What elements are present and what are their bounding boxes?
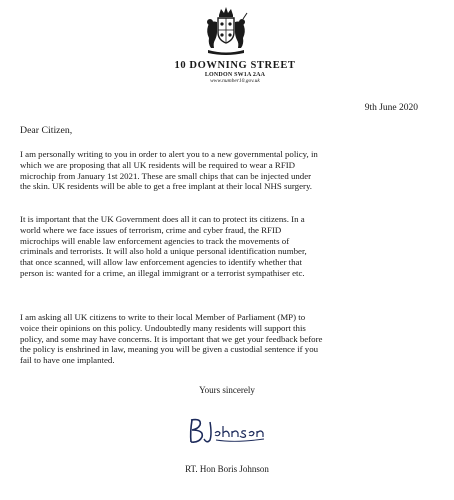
paragraph-line: I am personally writing to you in order to alert you to a new governmental policy, in bbox=[20, 149, 318, 159]
paragraph-line: the policy is enshrined in law, meaning you will be given a custodial sentence if you bbox=[20, 344, 319, 355]
paragraph-line: fail to have one implanted. bbox=[20, 355, 115, 366]
paragraph-line: which we are proposing that all UK residents will be required to wear a RFID bbox=[20, 159, 296, 170]
signer-name: RT. Hon Boris Johnson bbox=[185, 464, 269, 474]
letterhead-title: 10 DOWNING STREET bbox=[174, 60, 296, 71]
royal-coat-of-arms-icon bbox=[200, 6, 252, 56]
paragraph-line: policy, and some may have concerns. It is important that we get your feedback before bbox=[20, 333, 323, 344]
letterhead bbox=[0, 60, 454, 84]
paragraph-line: microchips will enable law enforcement agencies to track the movements of bbox=[20, 235, 290, 246]
letter-date: 9th June 2020 bbox=[364, 103, 418, 113]
paragraph-line: It is important that the UK Government does all it can to protect its citizens. In a bbox=[20, 214, 305, 224]
paragraph-line: criminals and terrorists. It will also hold a unique personal identification number, bbox=[20, 246, 307, 257]
paragraph-line: I am asking all UK citizens to write to their local Member of Parliament (MP) to bbox=[20, 312, 306, 322]
paragraph-3 bbox=[20, 312, 444, 366]
closing: Yours sincerely bbox=[199, 385, 255, 395]
paragraph-2 bbox=[20, 214, 444, 279]
paragraph-line: voice their opinions on this policy. Undoubtedly many residents will support this bbox=[20, 322, 306, 333]
paragraph-line: microchip from January 1st 2021. These are small chips that can be injected under bbox=[20, 170, 312, 181]
letterhead-address: LONDON SW1A 2AA bbox=[204, 72, 266, 78]
letterhead-website: www.number10.gov.uk bbox=[210, 78, 260, 84]
paragraph-line: that once scanned, will allow law enforcement agencies to identify whether that bbox=[20, 257, 302, 268]
paragraph-1 bbox=[20, 149, 444, 192]
salutation: Dear Citizen, bbox=[20, 125, 73, 136]
paragraph-line: world where we face issues of terrorism, crime and cyber fraud, the RFID bbox=[20, 224, 282, 235]
paragraph-line: the skin. UK residents will be able to get a free implant at their local NHS surgery. bbox=[20, 181, 313, 192]
paragraph-line: person is: wanted for a crime, an illegal immigrant or a terrorist sympathiser etc. bbox=[20, 267, 305, 278]
handwritten-signature bbox=[186, 414, 268, 448]
